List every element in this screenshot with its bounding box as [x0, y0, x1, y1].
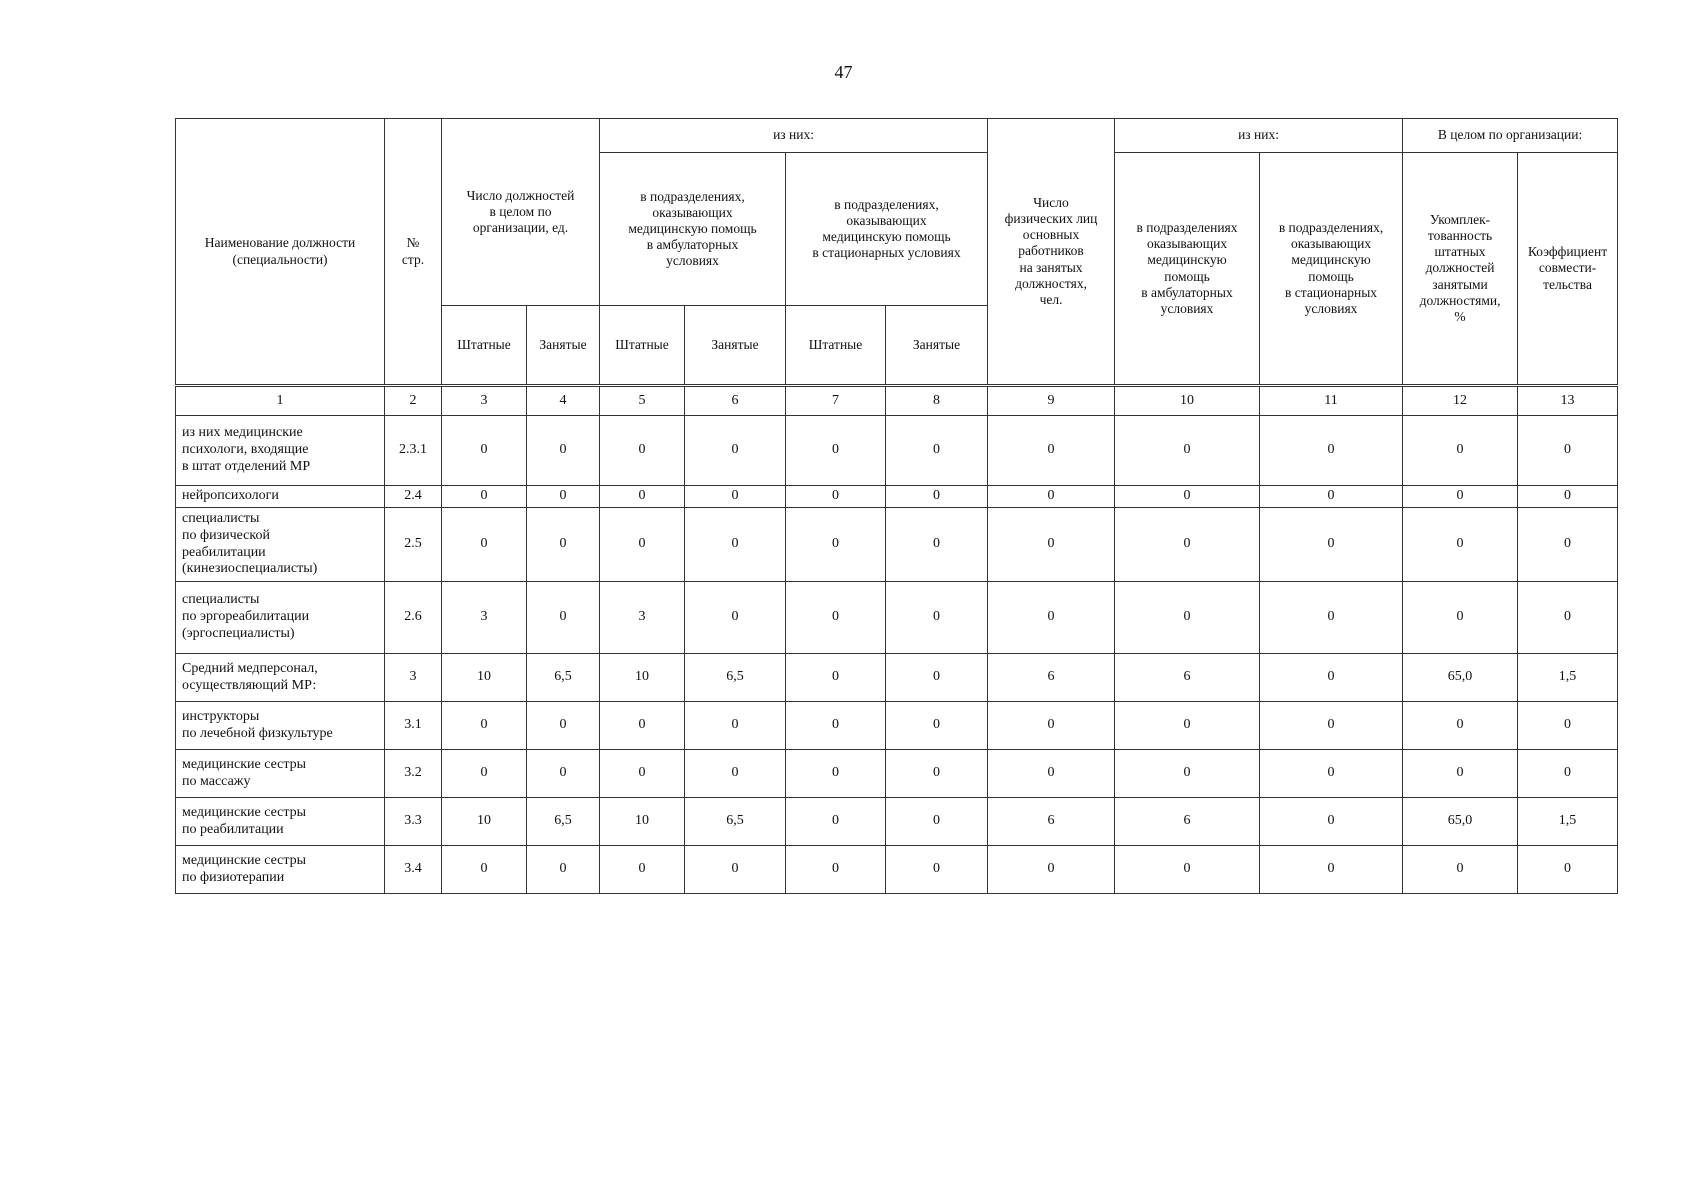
- value-cell: 0: [1518, 486, 1618, 508]
- value-cell: 0: [600, 486, 685, 508]
- value-cell: 0: [988, 508, 1115, 582]
- header-position-name: Наименование должности (специальности): [176, 119, 385, 386]
- column-number: 3: [442, 386, 527, 416]
- column-number: 1: [176, 386, 385, 416]
- row-number: 2.6: [385, 582, 442, 654]
- row-number: 3.1: [385, 702, 442, 750]
- value-cell: 3: [442, 582, 527, 654]
- position-name: медицинские сестры по физиотерапии: [176, 846, 385, 894]
- value-cell: 0: [600, 508, 685, 582]
- value-cell: 0: [1403, 702, 1518, 750]
- value-cell: 0: [527, 582, 600, 654]
- value-cell: 3: [600, 582, 685, 654]
- column-number: 5: [600, 386, 685, 416]
- value-cell: 0: [600, 702, 685, 750]
- value-cell: 0: [886, 582, 988, 654]
- value-cell: 0: [1115, 508, 1260, 582]
- value-cell: 0: [442, 750, 527, 798]
- value-cell: 0: [1115, 416, 1260, 486]
- position-name: Средний медперсонал, осуществляющий МР:: [176, 654, 385, 702]
- value-cell: 0: [988, 486, 1115, 508]
- value-cell: 0: [988, 702, 1115, 750]
- value-cell: 0: [886, 750, 988, 798]
- row-number: 2.5: [385, 508, 442, 582]
- header-of-them-positions: из них:: [600, 119, 988, 153]
- value-cell: 0: [527, 508, 600, 582]
- value-cell: 0: [442, 702, 527, 750]
- value-cell: 0: [1518, 582, 1618, 654]
- value-cell: 1,5: [1518, 654, 1618, 702]
- value-cell: 0: [886, 416, 988, 486]
- value-cell: 0: [685, 416, 786, 486]
- header-of-them-persons: из них:: [1115, 119, 1403, 153]
- table-row: [176, 508, 1618, 582]
- value-cell: 0: [1260, 582, 1403, 654]
- table-row: [176, 702, 1618, 750]
- position-name: инструкторы по лечебной физкультуре: [176, 702, 385, 750]
- value-cell: 0: [886, 846, 988, 894]
- column-number: 13: [1518, 386, 1618, 416]
- header-staff: Штатные: [600, 306, 685, 386]
- row-number: 3.2: [385, 750, 442, 798]
- table-row: [176, 654, 1618, 702]
- value-cell: 0: [527, 486, 600, 508]
- value-cell: 0: [1403, 846, 1518, 894]
- value-cell: 6,5: [685, 798, 786, 846]
- header-persons-inpatient: в подразделениях, оказывающих медицинскую помощь в стационарных условиях: [1260, 153, 1403, 386]
- column-number: 9: [988, 386, 1115, 416]
- value-cell: 10: [600, 798, 685, 846]
- table-row: [176, 750, 1618, 798]
- value-cell: 0: [1518, 846, 1618, 894]
- position-name: медицинские сестры по реабилитации: [176, 798, 385, 846]
- position-name: медицинские сестры по массажу: [176, 750, 385, 798]
- header-occupied: Занятые: [527, 306, 600, 386]
- value-cell: 0: [786, 798, 886, 846]
- value-cell: 0: [886, 508, 988, 582]
- value-cell: 0: [685, 702, 786, 750]
- value-cell: 6: [988, 654, 1115, 702]
- value-cell: 0: [886, 654, 988, 702]
- value-cell: 0: [1260, 702, 1403, 750]
- header-occupied: Занятые: [886, 306, 988, 386]
- column-number: 10: [1115, 386, 1260, 416]
- value-cell: 0: [988, 582, 1115, 654]
- value-cell: 0: [1403, 416, 1518, 486]
- value-cell: 0: [786, 508, 886, 582]
- value-cell: 0: [886, 702, 988, 750]
- value-cell: 0: [1115, 702, 1260, 750]
- table-row: [176, 846, 1618, 894]
- column-number: 11: [1260, 386, 1403, 416]
- value-cell: 0: [600, 750, 685, 798]
- header-persons-count: Число физических лиц основных работников на занятых должностях, чел.: [988, 119, 1115, 386]
- column-number-row: [176, 386, 1618, 416]
- value-cell: 65,0: [1403, 798, 1518, 846]
- value-cell: 0: [1260, 846, 1403, 894]
- value-cell: 0: [1260, 798, 1403, 846]
- value-cell: 0: [527, 416, 600, 486]
- value-cell: 0: [1115, 750, 1260, 798]
- value-cell: 0: [1403, 486, 1518, 508]
- header-staff: Штатные: [786, 306, 886, 386]
- value-cell: 0: [685, 486, 786, 508]
- value-cell: 0: [442, 508, 527, 582]
- column-number: 8: [886, 386, 988, 416]
- header-staff: Штатные: [442, 306, 527, 386]
- row-number: 2.4: [385, 486, 442, 508]
- header-staffing-percent: Укомплек- тованность штатных должностей занятыми должностями, %: [1403, 153, 1518, 386]
- position-name: специалисты по эргореабилитации (эргоспециалисты): [176, 582, 385, 654]
- value-cell: 0: [1115, 486, 1260, 508]
- value-cell: 0: [1115, 846, 1260, 894]
- position-name: нейропсихологи: [176, 486, 385, 508]
- value-cell: 0: [1260, 750, 1403, 798]
- value-cell: 0: [685, 750, 786, 798]
- value-cell: 0: [1260, 654, 1403, 702]
- value-cell: 0: [786, 846, 886, 894]
- header-coefficient: Коэффициент совмести- тельства: [1518, 153, 1618, 386]
- value-cell: 0: [786, 486, 886, 508]
- value-cell: 0: [1518, 508, 1618, 582]
- value-cell: 0: [527, 702, 600, 750]
- value-cell: 0: [786, 702, 886, 750]
- row-number: 3.3: [385, 798, 442, 846]
- value-cell: 0: [1403, 508, 1518, 582]
- value-cell: 0: [1518, 416, 1618, 486]
- value-cell: 6,5: [527, 654, 600, 702]
- value-cell: 0: [1115, 582, 1260, 654]
- value-cell: 0: [988, 846, 1115, 894]
- row-number: 3.4: [385, 846, 442, 894]
- header-persons-ambulatory: в подразделениях оказывающих медицинскую помощь в амбулаторных условиях: [1115, 153, 1260, 386]
- header-inpatient-units: в подразделениях, оказывающих медицинскую помощь в стационарных условиях: [786, 153, 988, 306]
- value-cell: 0: [685, 508, 786, 582]
- staffing-table: [175, 118, 1618, 894]
- value-cell: 0: [886, 798, 988, 846]
- value-cell: 0: [1403, 582, 1518, 654]
- header-occupied: Занятые: [685, 306, 786, 386]
- position-name: специалисты по физической реабилитации (кинезиоспециалисты): [176, 508, 385, 582]
- value-cell: 0: [442, 846, 527, 894]
- value-cell: 0: [527, 750, 600, 798]
- value-cell: 0: [1403, 750, 1518, 798]
- value-cell: 0: [685, 846, 786, 894]
- header-ambulatory-units: в подразделениях, оказывающих медицинскую помощь в амбулаторных условиях: [600, 153, 786, 306]
- table-row: [176, 582, 1618, 654]
- value-cell: 6: [1115, 654, 1260, 702]
- value-cell: 0: [442, 486, 527, 508]
- value-cell: 0: [786, 750, 886, 798]
- value-cell: 6: [988, 798, 1115, 846]
- value-cell: 0: [1260, 508, 1403, 582]
- value-cell: 0: [988, 416, 1115, 486]
- value-cell: 0: [685, 582, 786, 654]
- header-positions-total: Число должностей в целом по организации, ед.: [442, 119, 600, 306]
- value-cell: 65,0: [1403, 654, 1518, 702]
- row-number: 2.3.1: [385, 416, 442, 486]
- value-cell: 0: [1260, 486, 1403, 508]
- value-cell: 0: [786, 654, 886, 702]
- value-cell: 0: [600, 846, 685, 894]
- value-cell: 0: [1518, 702, 1618, 750]
- value-cell: 10: [442, 654, 527, 702]
- value-cell: 0: [527, 846, 600, 894]
- value-cell: 0: [600, 416, 685, 486]
- value-cell: 6,5: [685, 654, 786, 702]
- header-org-total: В целом по организации:: [1403, 119, 1618, 153]
- page-number: 47: [834, 62, 853, 82]
- column-number: 6: [685, 386, 786, 416]
- column-number: 4: [527, 386, 600, 416]
- value-cell: 0: [786, 416, 886, 486]
- column-number: 12: [1403, 386, 1518, 416]
- table-row: [176, 798, 1618, 846]
- value-cell: 1,5: [1518, 798, 1618, 846]
- value-cell: 0: [442, 416, 527, 486]
- row-number: 3: [385, 654, 442, 702]
- value-cell: 0: [988, 750, 1115, 798]
- header-row-number: № стр.: [385, 119, 442, 386]
- column-number: 2: [385, 386, 442, 416]
- value-cell: 0: [1260, 416, 1403, 486]
- value-cell: 10: [442, 798, 527, 846]
- column-number: 7: [786, 386, 886, 416]
- value-cell: 0: [786, 582, 886, 654]
- table-row: [176, 486, 1618, 508]
- table-row: [176, 416, 1618, 486]
- position-name: из них медицинские психологи, входящие в штат отделений МР: [176, 416, 385, 486]
- value-cell: 6: [1115, 798, 1260, 846]
- value-cell: 0: [886, 486, 988, 508]
- value-cell: 10: [600, 654, 685, 702]
- value-cell: 0: [1518, 750, 1618, 798]
- value-cell: 6,5: [527, 798, 600, 846]
